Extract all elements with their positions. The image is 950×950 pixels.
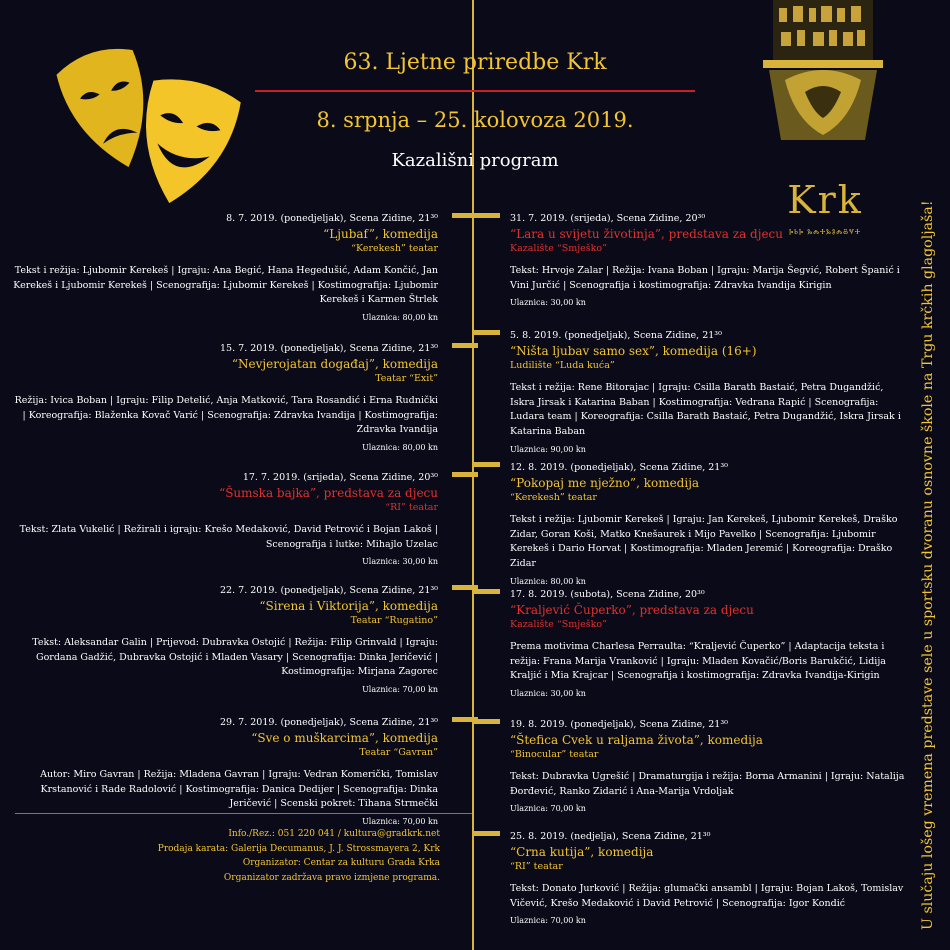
event-company: Teatar “Exit” <box>375 372 438 384</box>
event-title: “Sirena i Viktorija”, komedija <box>259 598 438 613</box>
event-date: 17. 7. 2019. (srijeda), Scena Zidine, 20³⁰ <box>242 472 438 483</box>
info-block <box>150 827 440 885</box>
event-title: “Nevjerojatan događaj”, komedija <box>231 356 438 371</box>
event-credits: Tekst: Dubravka Ugrešić | Dramaturgija i režija: Borna Armanini | Igraju: Natalija Đorđević, Ranko Zidarić i Ana-Marija Vrdoljak <box>510 771 905 797</box>
festival-dates: 8. srpnja – 25. kolovoza 2019. <box>316 108 634 132</box>
event-card <box>12 471 438 570</box>
event-price: Ulaznica: 80,00 kn <box>362 312 438 322</box>
krk-logo-text: Krk <box>787 178 863 222</box>
event-date: 22. 7. 2019. (ponedjeljak), Scena Zidine, 21³⁰ <box>220 585 438 596</box>
event-date: 29. 7. 2019. (ponedjeljak), Scena Zidine, 21³⁰ <box>220 717 438 728</box>
event-price: Ulaznica: 80,00 kn <box>362 442 438 452</box>
event-date: 15. 7. 2019. (ponedjeljak), Scena Zidine, 21³⁰ <box>220 343 438 354</box>
event-price: Ulaznica: 70,00 kn <box>362 684 438 694</box>
event-title: “Šumska bajka”, predstava za djecu <box>219 485 438 500</box>
timeline-tick <box>474 330 500 335</box>
event-price: Ulaznica: 30,00 kn <box>362 557 438 567</box>
event-card <box>510 588 910 702</box>
event-title: “Crna kutija”, komedija <box>510 844 654 859</box>
krk-logo-subtitle: ⰍⰓⰍ ⰃⰎⰀⰃⰑⰎⰋⰜⰀ <box>789 228 861 236</box>
event-credits: Tekst i režija: Ljubomir Kerekeš | Igraju: Jan Kerekeš, Ljubomir Kerekeš, Draško Zidar, Goran Koši, Matko Knešaurek i Mijo Pavelko | Scenografija: Ljubomir Kerekeš i Dario Horvat | Kostimografija: Mladen Jeremić | Koreografija: Draško Zidar <box>510 514 898 569</box>
timeline-tick <box>474 213 500 218</box>
glagolitic-column-logo <box>755 0 895 180</box>
info-disclaimer: Organizator zadržava pravo izmjene programa. <box>223 872 440 883</box>
event-card <box>12 584 438 698</box>
event-title: “Ljubaf”, komedija <box>323 226 438 241</box>
event-title: “Ništa ljubav samo sex”, komedija (16+) <box>510 343 757 358</box>
event-title: “Kraljević Čuperko”, predstava za djecu <box>510 602 754 617</box>
event-price: Ulaznica: 30,00 kn <box>510 298 586 308</box>
timeline-tick <box>452 472 478 477</box>
event-price: Ulaznica: 70,00 kn <box>510 916 586 926</box>
weather-note: U slučaju lošeg vremena predstave sele u sportsku dvoranu osnovne škole na Trgu krčkih glagoljaša! <box>920 200 936 930</box>
event-credits: Tekst: Hrvoje Zalar | Režija: Ivana Boban | Igraju: Marija Šegvić, Robert Španić i Vini Jurčić | Scenografija i kostimografija: Zdravka Ivandija Kirigin <box>510 265 900 291</box>
event-price: Ulaznica: 70,00 kn <box>362 816 438 826</box>
event-price: Ulaznica: 70,00 kn <box>510 804 586 814</box>
event-company: “RI” teatar <box>385 501 438 513</box>
timeline-tick <box>474 831 500 836</box>
event-title: “Lara u svijetu životinja”, predstava za djecu <box>510 226 783 241</box>
event-date: 25. 8. 2019. (nedjelja), Scena Zidine, 21³⁰ <box>510 831 711 842</box>
info-divider <box>15 813 472 814</box>
event-credits: Tekst: Donato Jurković | Režija: glumački ansambl | Igraju: Bojan Lakoš, Tomislav Vičević, Krešo Medaković i David Petrović | Scenografija: Igor Kondić <box>510 883 904 909</box>
timeline-tick <box>474 589 500 594</box>
event-title: “Pokopaj me nježno”, komedija <box>510 475 700 490</box>
program-title: Kazališni program <box>391 150 559 171</box>
theatre-masks-icon <box>55 40 245 220</box>
event-date: 5. 8. 2019. (ponedjeljak), Scena Zidine, 21³⁰ <box>510 330 722 341</box>
timeline-tick <box>474 462 500 467</box>
event-price: Ulaznica: 90,00 kn <box>510 444 586 454</box>
event-price: Ulaznica: 30,00 kn <box>510 688 586 698</box>
timeline-tick <box>474 719 500 724</box>
event-date: 8. 7. 2019. (ponedjeljak), Scena Zidine, 21³⁰ <box>226 213 438 224</box>
event-date: 17. 8. 2019. (subota), Scena Zidine, 20³⁰ <box>510 589 705 600</box>
event-company: Kazalište “Smješko” <box>510 618 607 630</box>
event-company: Kazalište “Smješko” <box>510 242 607 254</box>
event-card <box>12 342 438 456</box>
info-organizer: Organizator: Centar za kulturu Grada Krka <box>242 858 440 868</box>
event-credits: Tekst: Aleksandar Galin | Prijevod: Dubravka Ostojić | Režija: Filip Grinvald | Igraju: Gordana Gadžić, Dubravka Ostojić i Mladen Vasary | Scenografija: Dinka Jeričević | Kostimografija: Mirjana Zagorec <box>32 637 438 678</box>
event-date: 19. 8. 2019. (ponedjeljak), Scena Zidine, 21³⁰ <box>510 719 728 730</box>
event-company: Teatar “Gavran” <box>359 746 438 758</box>
event-date: 12. 8. 2019. (ponedjeljak), Scena Zidine, 21³⁰ <box>510 462 728 473</box>
event-credits: Autor: Miro Gavran | Režija: Mladena Gavran | Igraju: Vedran Komerički, Tomislav Krstanović i Rade Radolović | Kostimografija: Danica Dedijer | Scenografija: Dinka Jeričević | Scenski pokret: Tihana Strmečki <box>40 769 438 810</box>
event-title: “Sve o muškarcima”, komedija <box>251 730 438 745</box>
event-credits: Režija: Ivica Boban | Igraju: Filip Detelić, Anja Matković, Tara Rosandić i Erna Rudnički | Koreografija: Blaženka Kovač Varić | Scenografija: Zdravka Ivandija | Kostimografija: Zdravka Ivandija <box>14 395 438 436</box>
event-company: “Binocular” teatar <box>510 748 599 760</box>
title-divider <box>255 90 695 92</box>
event-card <box>510 718 910 817</box>
event-company: Ludilište “Luda kuća” <box>510 359 615 371</box>
event-company: “RI” teatar <box>510 860 563 872</box>
timeline-tick <box>452 343 478 348</box>
event-company: Teatar “Rugatino” <box>350 614 438 626</box>
event-title: “Štefica Cvek u raljama života”, komedija <box>510 732 763 747</box>
event-price: Ulaznica: 80,00 kn <box>510 576 586 586</box>
event-credits: Tekst: Zlata Vukelić | Režirali i igraju: Krešo Medaković, David Petrović i Bojan Lakoš | Scenografija i lutke: Mihajlo Uzelac <box>19 524 438 550</box>
event-credits: Tekst i režija: Rene Bitorajac | Igraju: Csilla Barath Bastaić, Petra Dugandžić, Iskra Jirsak i Katarina Baban | Kostimografija: Vedrana Rapić | Scenografija: Ludara team | Koreografija: Csilla Barath Bastaić, Petra Dugandžić, Iskra Jirsak i Katarina Baban <box>510 382 901 437</box>
event-credits: Tekst i režija: Ljubomir Kerekeš | Igraju: Ana Begić, Hana Hegedušić, Adam Končić, Jan Kerekeš i Ljubomir Kerekeš | Scenografija: Ljubomir Kerekeš | Kostimografija: Ljubomir Kerekeš i Karmen Štrlek <box>13 265 438 306</box>
event-company: “Kerekesh” teatar <box>510 491 597 503</box>
event-card <box>510 461 910 589</box>
event-company: “Kerekesh” teatar <box>351 242 438 254</box>
event-date: 31. 7. 2019. (srijeda), Scena Zidine, 20³⁰ <box>510 213 706 224</box>
festival-title: 63. Ljetne priredbe Krk <box>343 50 607 75</box>
event-card <box>510 329 910 457</box>
event-credits: Prema motivima Charlesa Perraulta: “Kraljević Čuperko” | Adaptacija teksta i režija: Frana Marija Vranković | Igraju: Mladen Kovačić/Boris Barukčić, Lidija Kraljić i Mia Krajcar | Scenografija i kostimografija: Zdravka Ivandija-Kirigin <box>510 641 886 682</box>
event-card <box>510 830 910 929</box>
info-tickets: Prodaja karata: Galerija Decumanus, J. J. Strossmayera 2, Krk <box>157 843 440 854</box>
event-card <box>510 212 910 311</box>
info-contact: Info./Rez.: 051 220 041 / kultura@gradkrk.net <box>228 829 440 839</box>
event-card <box>12 212 438 326</box>
